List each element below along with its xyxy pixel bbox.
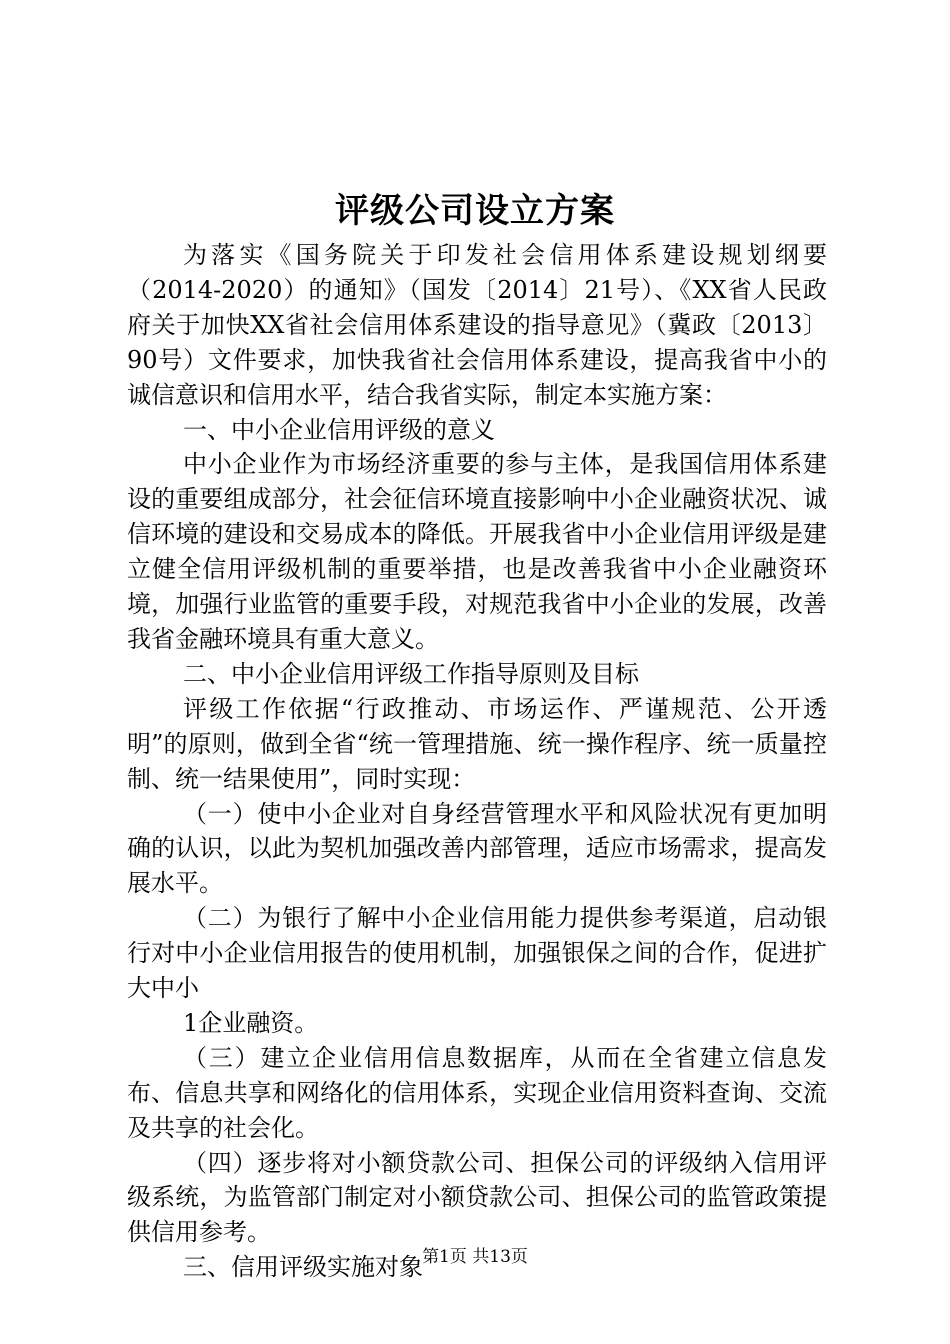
section-1-paragraph: 中小企业作为市场经济重要的参与主体，是我国信用体系建设的重要组成部分，社会征信环境直接影响中小企业融资状况、诚信环境的建设和交易成本的降低。开展我省中小企业信用评级是建立健全信用评级机制的重要举措，也是改善我省中小企业融资环境，加强行业监管的重要手段，对规范我省中小企业的发展，改善我省金融环境具有重大意义。 [127, 450, 827, 653]
item-2-continuation: 1企业融资。 [183, 1008, 319, 1037]
intro-paragraph: 为落实《国务院关于印发社会信用体系建设规划纲要（2014-2020）的通知》（国发〔2014〕21号）、《XX省人民政府关于加快XX省社会信用体系建设的指导意见》（冀政〔2013〕90号）文件要求，加快我省社会信用体系建设，提高我省中小的诚信意识和信用水平，结合我省实际，制定本实施方案： [127, 241, 827, 409]
document-body [127, 238, 827, 1285]
section-2-paragraph: 评级工作依据“行政推动、市场运作、严谨规范、公开透明”的原则，做到全省“统一管理措施、统一操作程序、统一质量控制、统一结果使用”，同时实现： [127, 694, 827, 793]
item-2-paragraph: （二）为银行了解中小企业信用能力提供参考渠道，启动银行对中小企业信用报告的使用机制，加强银保之间的合作，促进扩大中小 [127, 904, 827, 1003]
section-heading-2: 二、中小企业信用评级工作指导原则及目标 [183, 659, 639, 688]
item-3-paragraph: （三）建立企业信用信息数据库，从而在全省建立信息发布、信息共享和网络化的信用体系，实现企业信用资料查询、交流及共享的社会化。 [127, 1043, 827, 1142]
page-footer: 第1页 共13页 [422, 1247, 528, 1267]
document-title: 评级公司设立方案 [335, 191, 615, 231]
item-1-paragraph: （一）使中小企业对自身经营管理水平和风险状况有更加明确的认识，以此为契机加强改善内部管理，适应市场需求，提高发展水平。 [127, 799, 827, 898]
section-heading-1: 一、中小企业信用评级的意义 [183, 415, 495, 444]
section-heading-3: 三、信用评级实施对象 [183, 1253, 423, 1282]
item-4-paragraph: （四）逐步将对小额贷款公司、担保公司的评级纳入信用评级系统，为监管部门制定对小额贷款公司、担保公司的监管政策提供信用参考。 [127, 1148, 827, 1247]
